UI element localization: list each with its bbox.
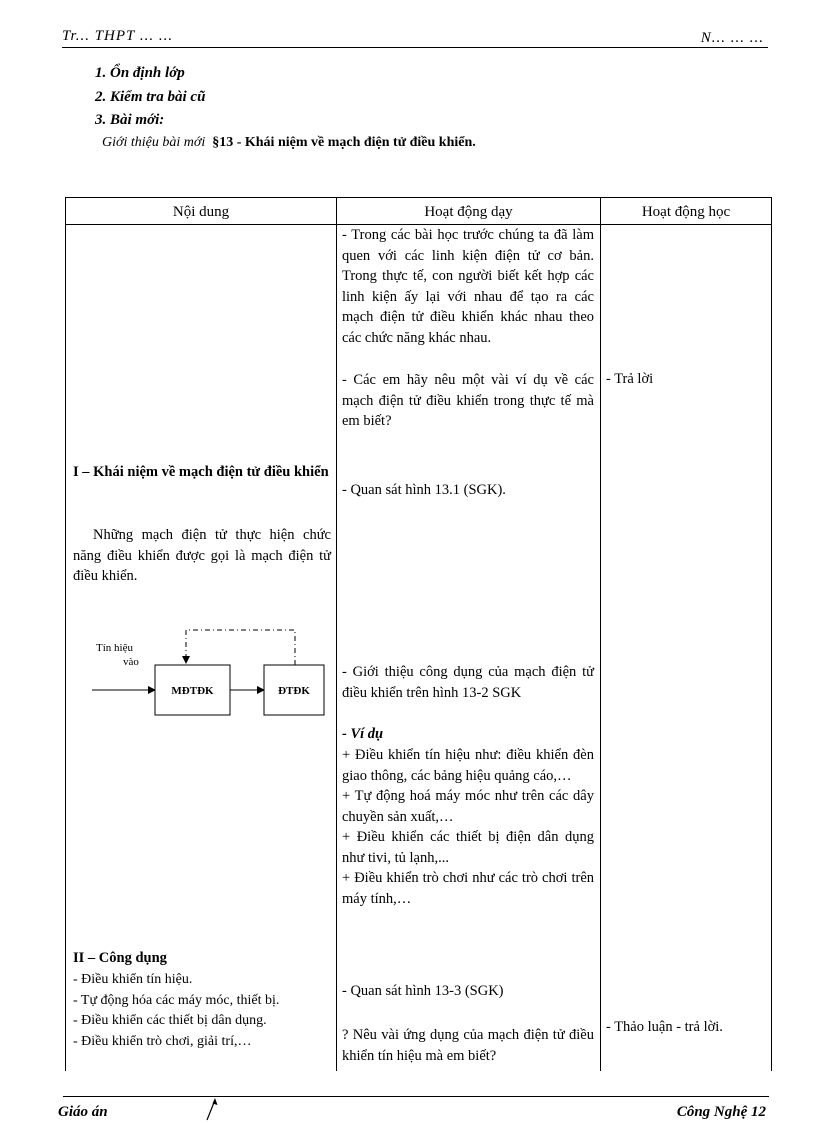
feedback-path [186,630,295,665]
usage-item: - Điều khiển trò chơi, giải trí,… [73,1033,252,1049]
section-1-body: Những mạch điện tử thực hiện chức năng điều khiển được gọi là mạch điện tử điều khiển. [73,527,331,584]
student-discussion: - Thảo luận - trả lời. [606,1019,723,1035]
teaching-observe-2: - Quan sát hình 13-3 (SGK) [342,983,504,999]
student-answer: - Trả lời [606,371,654,387]
footer-left: Giáo án [58,1104,108,1120]
col-content [66,225,337,1072]
teaching-observe-1: - Quan sát hình 13.1 (SGK). [342,482,506,498]
control-block-diagram [66,620,336,730]
object-label: ĐTĐK [278,685,310,697]
input-label-1: Tín hiệu [96,642,133,654]
example-item: + Tự động hoá máy móc như trên các dây chuyền sản xuất,… [342,788,594,825]
teaching-intro: - Trong các bài học trước chúng ta đã làm quen với các linh kiện điện tử cơ bản. Trong thực tế, con người biết kết hợp các linh kiện ấy lại với nhau để tạo ra các mạch điện tử điều khiển khác nhau theo các chức năng khác nhau. [342,227,594,346]
lesson-intro [102,135,476,151]
footer-rule [63,1096,769,1097]
example-label: - Ví dụ [342,726,384,742]
intro-item-3: 3. Bài mới: [95,112,165,128]
lesson-section: §13 [212,135,234,150]
teaching-question-2: ? Nêu vài ứng dụng của mạch điện tử điều khiển tín hiệu mà em biết? [342,1027,594,1064]
usage-item: - Điều khiển tín hiệu. [73,972,193,987]
input-label-2: vào [123,656,139,668]
col-learning [601,225,772,1072]
section-1-title: I – Khái niệm về mạch điện tử điều khiển [73,464,329,480]
arrow-up-icon [203,1096,221,1122]
header-rule [62,47,768,48]
controller-label: MĐTĐK [171,685,214,697]
col-header-teaching: Hoạt động dạy [337,198,601,225]
col-header-learning: Hoạt động học [601,198,772,225]
section-2-title: II – Công dụng [73,950,167,966]
col-header-content: Nội dung [66,198,337,225]
teaching-usage-intro: - Giới thiệu công dụng của mạch điện tử điều khiển trên hình 13-2 SGK [342,664,594,701]
intro-item-2: 2. Kiểm tra bài cũ [95,89,206,105]
intro-item-1: 1. Ổn định lớp [95,65,185,81]
lesson-title: - Khái niệm về mạch điện tử điều khiển. [233,135,476,150]
usage-item: - Tự động hóa các máy móc, thiết bị. [73,992,280,1008]
usage-item: - Điều khiển các thiết bị dân dụng. [73,1013,267,1028]
example-list [342,745,594,909]
header-teacher: N... ... ... [700,30,764,46]
example-item: + Điều khiển tín hiệu như: điều khiển đèn giao thông, các bảng hiệu quảng cáo,… [342,747,594,784]
footer-right: Công Nghệ 12 [676,1104,766,1120]
col-teaching [337,225,601,1072]
lesson-table [65,197,772,1071]
example-item: + Điều khiển các thiết bị điện dân dụng như tivi, tủ lạnh,... [342,829,594,866]
example-item: + Điều khiển trò chơi như các trò chơi trên máy tính,… [342,870,594,907]
section-2-list [73,970,335,1052]
teaching-question-1: - Các em hãy nêu một vài ví dụ về các mạch điện tử điều khiển trong thực tế mà em biết? [342,372,594,429]
lesson-intro-label: Giới thiệu bài mới [102,135,206,150]
header-school: Tr... THPT ... ... [62,28,174,44]
